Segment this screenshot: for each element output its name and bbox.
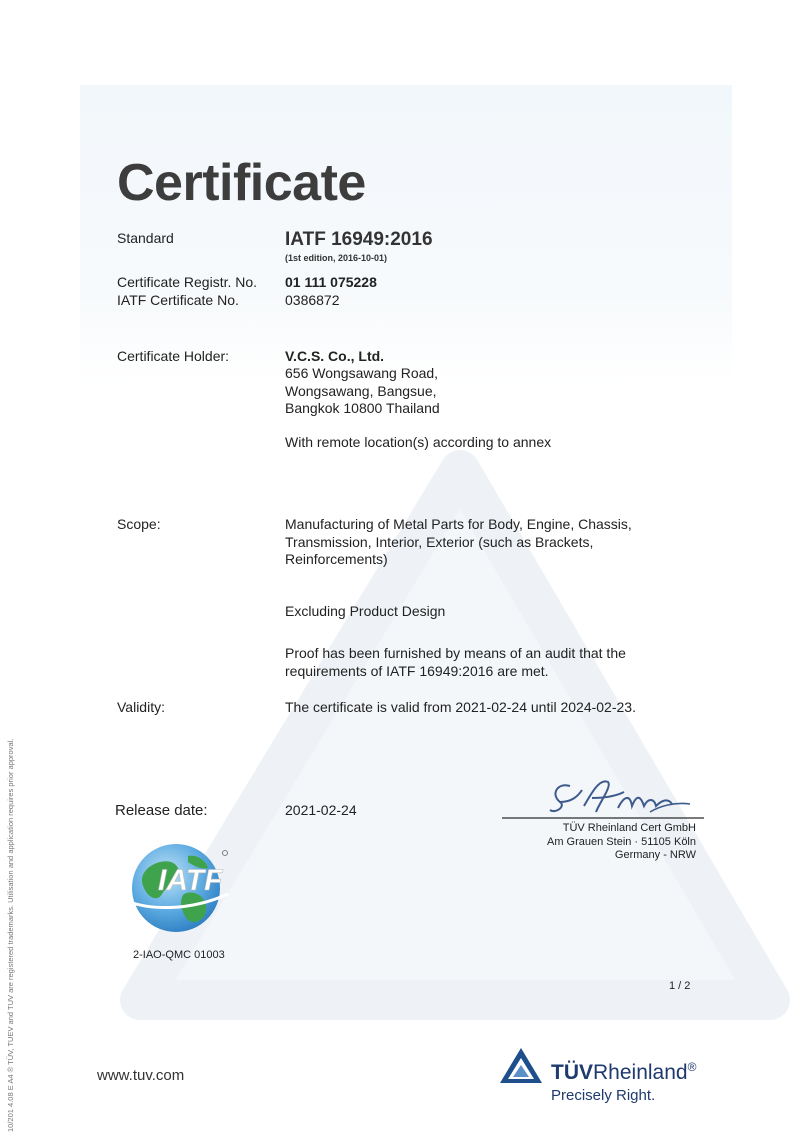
website-link[interactable]: www.tuv.com (97, 1067, 185, 1084)
tuv-slogan: Precisely Right. (551, 1087, 656, 1104)
signature (500, 772, 710, 828)
registration-value: 01 111 075228 (285, 274, 377, 290)
holder-label: Certificate Holder: (117, 348, 230, 364)
release-date-label: Release date: (115, 802, 208, 819)
certificate-title: Certificate (117, 154, 366, 212)
iatf-logo (118, 838, 230, 938)
scope-line-2: Transmission, Interior, Exterior (such as Brackets, (285, 534, 594, 550)
holder-address-line-2: Wongsawang, Bangsue, (285, 383, 437, 399)
exclusion-note: Excluding Product Design (285, 603, 446, 619)
proof-line-1: Proof has been furnished by means of an audit that the (285, 645, 626, 661)
tuv-brand-rest: Rheinland (593, 1061, 688, 1084)
iatf-number-label: IATF Certificate No. (117, 292, 239, 308)
standard-label: Standard (117, 230, 174, 246)
issuer-name: TÜV Rheinland Cert GmbH (562, 822, 696, 834)
validity-label: Validity: (117, 699, 165, 715)
iatf-number-value: 0386872 (285, 292, 340, 308)
tuv-triangle-icon (497, 1045, 545, 1087)
release-date-value: 2021-02-24 (285, 802, 357, 818)
remote-location-note: With remote location(s) according to annex (285, 434, 552, 450)
registered-mark: ® (687, 1060, 697, 1074)
iatf-logo-code: 2-IAO-QMC 01003 (133, 949, 225, 961)
scope-line-1: Manufacturing of Metal Parts for Body, Engine, Chassis, (285, 516, 632, 532)
holder-name: V.C.S. Co., Ltd. (285, 348, 385, 364)
page-number: 1 / 2 (669, 980, 691, 992)
svg-text:IATF: IATF (158, 864, 223, 897)
proof-line-2: requirements of IATF 16949:2016 are met. (285, 663, 549, 679)
validity-value: The certificate is valid from 2021-02-24 until 2024-02-23. (285, 699, 636, 715)
holder-address-line-1: 656 Wongsawang Road, (285, 365, 439, 381)
standard-value: IATF 16949:2016 (285, 229, 433, 250)
tuv-brand-bold: TÜV (551, 1061, 593, 1084)
side-print-notice: 10/201 4.08 E A4 ® TÜV, TUEV and TUV are registered trademarks. Utilisation and application requires prior approval. (6, 738, 15, 1132)
scope-label: Scope: (117, 516, 161, 532)
standard-edition: (1st edition, 2016-10-01) (285, 253, 388, 263)
holder-address-line-3: Bangkok 10800 Thailand (285, 400, 440, 416)
issuer-address: Am Grauen Stein · 51105 Köln (547, 836, 696, 848)
scope-line-3: Reinforcements) (285, 551, 388, 567)
registration-label: Certificate Registr. No. (117, 274, 258, 290)
issuer-region: Germany - NRW (614, 849, 696, 861)
tuv-brand (551, 1060, 696, 1085)
